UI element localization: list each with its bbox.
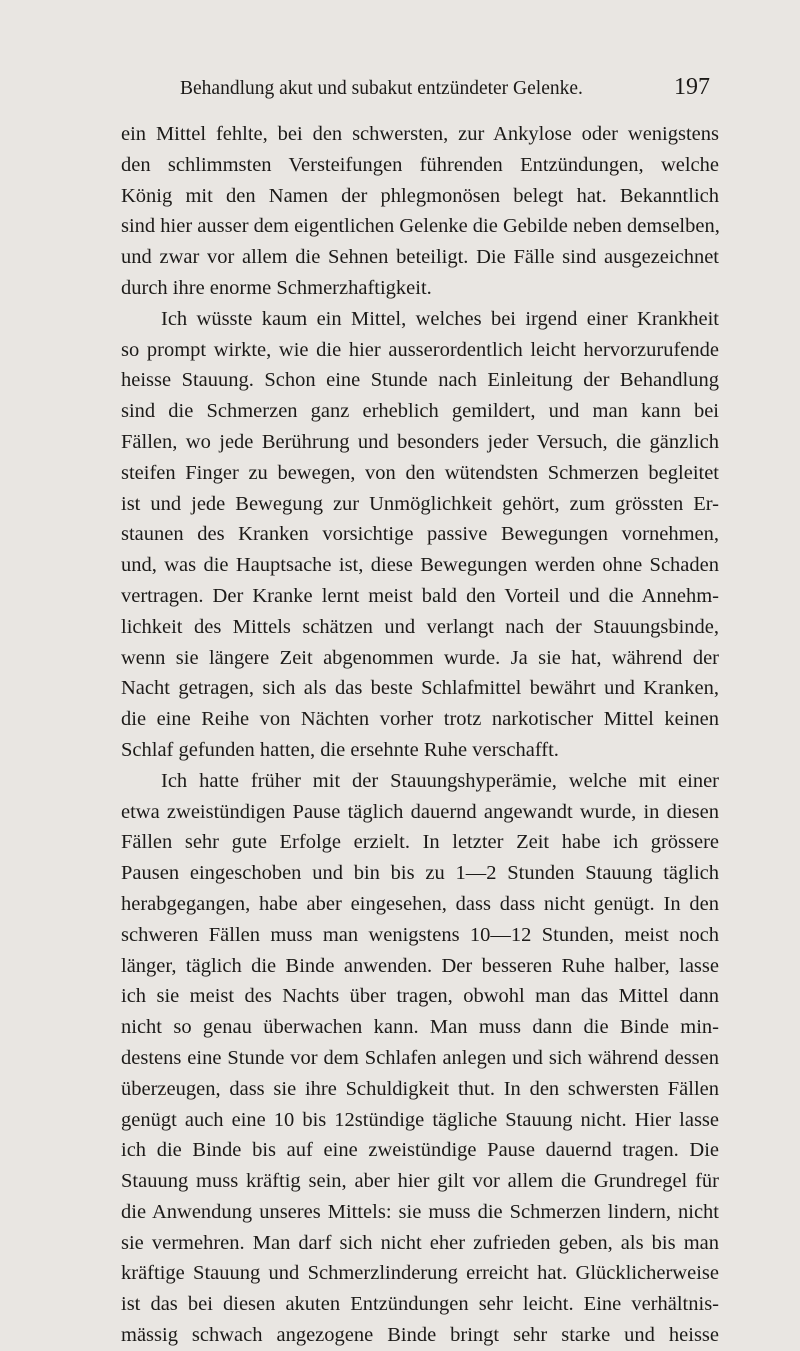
text-line: destens eine Stunde vor dem Schlafen anlegen und sich während dessen (121, 1046, 719, 1069)
running-header (180, 72, 710, 112)
text-line: wenn sie längere Zeit abgenommen wurde. Ja sie hat, während der (121, 646, 719, 669)
text-line: Fällen, wo jede Berührung und besonders jeder Versuch, die gänzlich (121, 430, 719, 453)
text-line: herabgegangen, habe aber eingesehen, dass dass nicht genügt. In den (121, 892, 719, 915)
page-number: 197 (674, 74, 710, 100)
text-line: steifen Finger zu bewegen, von den wütendsten Schmerzen begleitet (121, 461, 719, 484)
text-line: die Anwendung unseres Mittels: sie muss die Schmerzen lindern, nicht (121, 1200, 719, 1223)
text-line: Stauung muss kräftig sein, aber hier gilt vor allem die Grundregel für (121, 1170, 719, 1193)
text-line: mässig schwach angezogene Binde bringt sehr starke und heisse (121, 1324, 719, 1347)
text-line: und, was die Hauptsache ist, diese Bewegungen werden ohne Schaden (121, 554, 719, 577)
body-text (121, 119, 719, 1351)
text-line: ist das bei diesen akuten Entzündungen sehr leicht. Eine verhältnis- (121, 1293, 719, 1316)
text-line: Pausen eingeschoben und bin bis zu 1—2 Stunden Stauung täglich (121, 862, 719, 885)
text-line: ich sie meist des Nachts über tragen, obwohl man das Mittel dann (121, 985, 719, 1008)
text-line: ist und jede Bewegung zur Unmöglichkeit gehört, zum grössten Er- (121, 492, 719, 515)
text-line: ein Mittel fehlte, bei den schwersten, zur Ankylose oder wenigstens (121, 123, 719, 145)
text-line: und zwar vor allem die Sehnen beteiligt. Die Fälle sind ausgezeichnet (121, 246, 719, 269)
text-line: staunen des Kranken vorsichtige passive Bewegungen vornehmen, (121, 523, 719, 546)
text-line: überzeugen, dass sie ihre Schuldigkeit thut. In den schwersten Fällen (121, 1077, 719, 1100)
text-line: schweren Fällen muss man wenigstens 10—12 Stunden, meist noch (121, 923, 719, 946)
running-title: Behandlung akut und subakut entzündeter Gelenke. (180, 78, 583, 99)
text-line: lichkeit des Mittels schätzen und verlangt nach der Stauungsbinde, (121, 615, 719, 638)
text-line: sind hier ausser dem eigentlichen Gelenke die Gebilde neben demselben, (121, 215, 720, 238)
text-line: ich die Binde bis auf eine zweistündige Pause dauernd tragen. Die (121, 1139, 719, 1162)
text-line: vertragen. Der Kranke lernt meist bald den Vorteil und die Annehm- (121, 584, 719, 607)
text-line: die eine Reihe von Nächten vorher trotz narkotischer Mittel keinen (121, 708, 719, 731)
text-line: genügt auch eine 10 bis 12stündige tägliche Stauung nicht. Hier lasse (121, 1108, 719, 1131)
text-line: Ich wüsste kaum ein Mittel, welches bei irgend einer Krankheit (161, 307, 719, 330)
text-line: Nacht getragen, sich als das beste Schlafmittel bewährt und Kranken, (121, 677, 719, 700)
text-line: heisse Stauung. Schon eine Stunde nach Einleitung der Behandlung (121, 369, 719, 392)
text-line: sie vermehren. Man darf sich nicht eher zufrieden geben, als bis man (121, 1231, 719, 1254)
text-line: König mit den Namen der phlegmonösen belegt hat. Bekanntlich (121, 184, 719, 207)
text-line: so prompt wirkte, wie die hier ausserordentlich leicht hervorzurufende (121, 338, 719, 361)
text-line: etwa zweistündigen Pause täglich dauernd angewandt wurde, in diesen (121, 800, 719, 823)
text-line: durch ihre enorme Schmerzhaftigkeit. (121, 276, 432, 299)
text-line: kräftige Stauung und Schmerzlinderung erreicht hat. Glücklicherweise (121, 1262, 719, 1285)
text-line: den schlimmsten Versteifungen führenden Entzündungen, welche (121, 153, 719, 176)
text-line: Ich hatte früher mit der Stauungshyperämie, welche mit einer (161, 769, 719, 792)
text-line: Fällen sehr gute Erfolge erzielt. In letzter Zeit habe ich grössere (121, 831, 719, 854)
text-line: länger, täglich die Binde anwenden. Der besseren Ruhe halber, lasse (121, 954, 719, 977)
text-line: Schlaf gefunden hatten, die ersehnte Ruhe verschafft. (121, 738, 559, 761)
text-line: sind die Schmerzen ganz erheblich gemildert, und man kann bei (121, 400, 719, 423)
text-line: nicht so genau überwachen kann. Man muss dann die Binde min- (121, 1016, 719, 1039)
